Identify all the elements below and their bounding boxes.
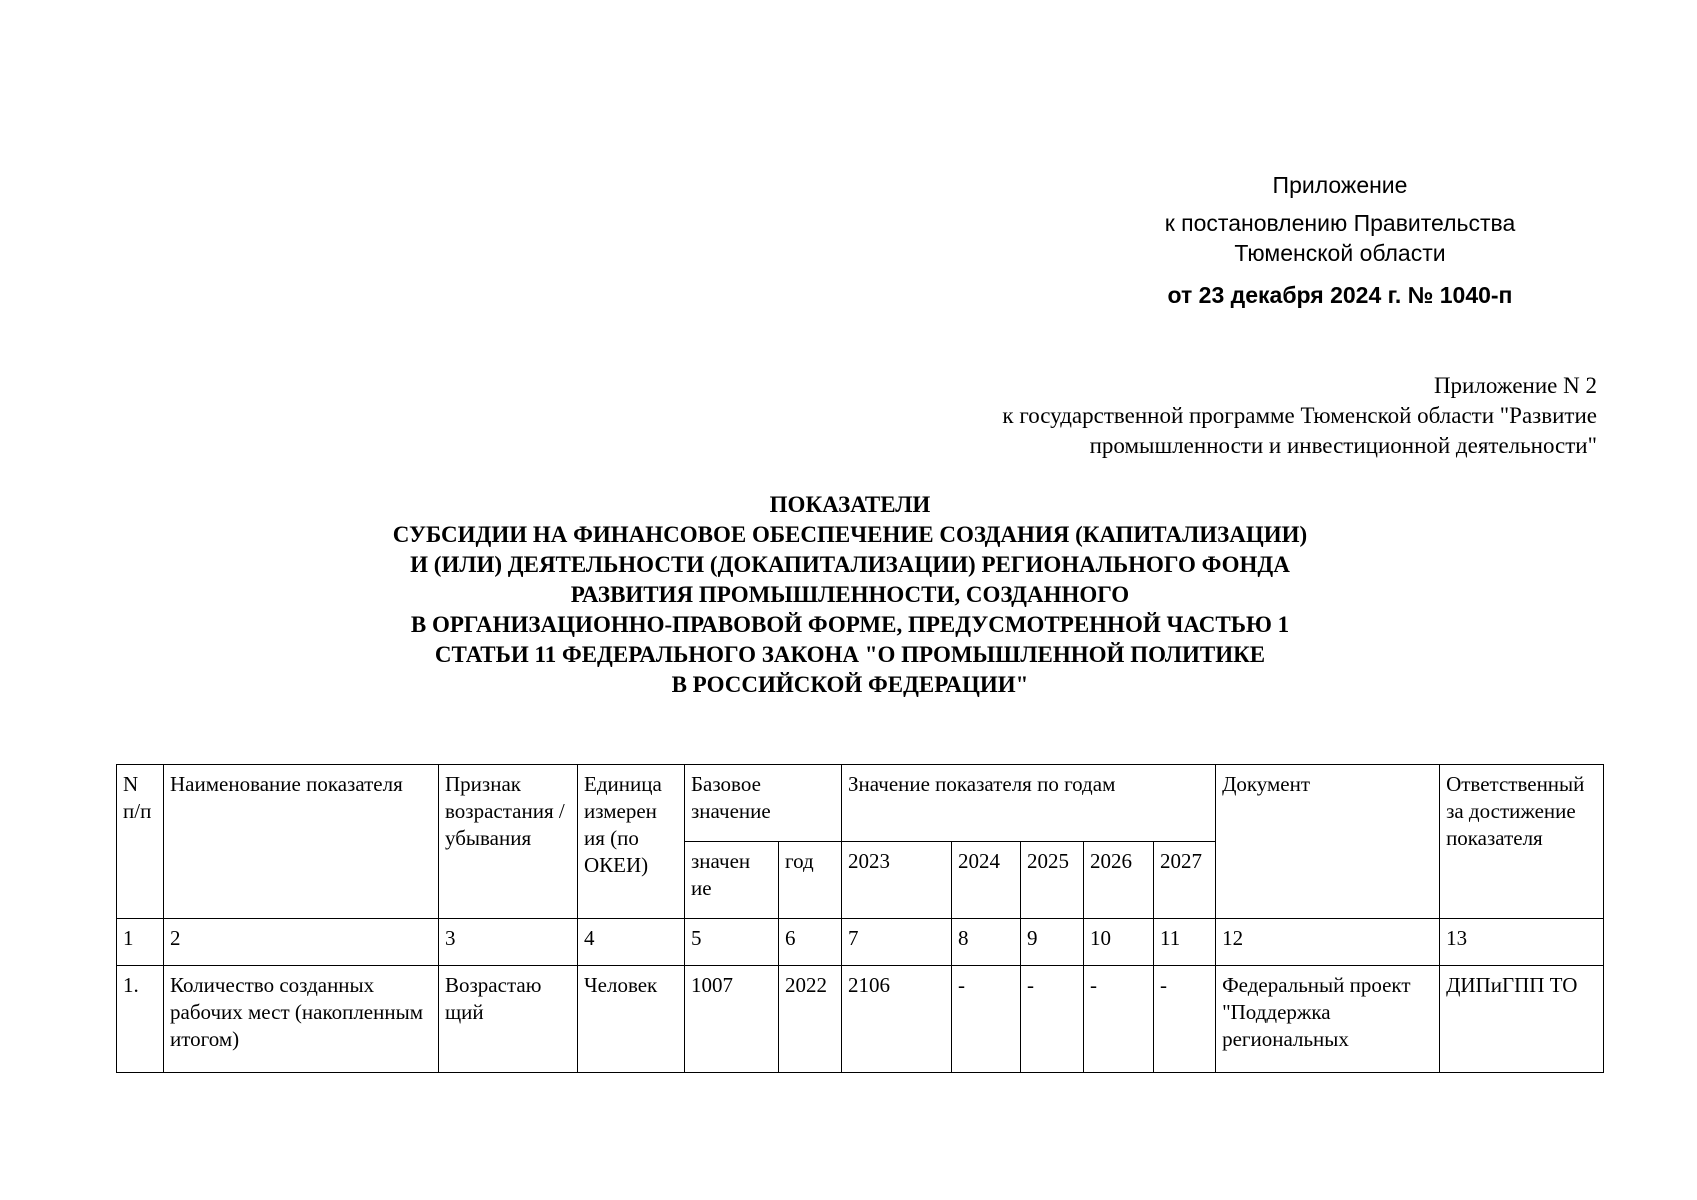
header-trend: Признак возрастания / убывания (439, 765, 578, 919)
cell-year-value: - (1084, 966, 1154, 1073)
title-line: СТАТЬИ 11 ФЕДЕРАЛЬНОГО ЗАКОНА "О ПРОМЫШЛЕННОЙ ПОЛИТИКЕ (434, 642, 1266, 667)
header-responsible: Ответственный за достижение показателя (1440, 765, 1604, 919)
document-title (260, 490, 1440, 700)
program-appendix-reference (837, 371, 1597, 461)
cell-responsible: ДИПиГПП ТО (1440, 966, 1604, 1073)
title-line: В РОССИЙСКОЙ ФЕДЕРАЦИИ" (671, 672, 1029, 697)
header-year: 2023 (842, 842, 952, 919)
header-year: 2024 (952, 842, 1021, 919)
column-number: 3 (439, 919, 578, 966)
cell-unit: Человек (578, 966, 685, 1073)
header-year: 2027 (1154, 842, 1216, 919)
decree-appendix-title: Приложение (1272, 172, 1408, 198)
title-line: И (ИЛИ) ДЕЯТЕЛЬНОСТИ (ДОКАПИТАЛИЗАЦИИ) РЕГИОНАЛЬНОГО ФОНДА (410, 552, 1290, 577)
cell-document: Федеральный проект "Поддержка региональных (1216, 966, 1440, 1073)
cell-year-value: 2106 (842, 966, 952, 1073)
cell-num: 1. (117, 966, 164, 1073)
indicators-table (116, 764, 1604, 1073)
cell-year-value: - (1021, 966, 1084, 1073)
column-numbers-row (117, 919, 1604, 966)
title-line: В ОРГАНИЗАЦИОННО-ПРАВОВОЙ ФОРМЕ, ПРЕДУСМОТРЕННОЙ ЧАСТЬЮ 1 (410, 612, 1290, 637)
column-number: 9 (1021, 919, 1084, 966)
column-number: 4 (578, 919, 685, 966)
column-number: 2 (164, 919, 439, 966)
header-base-value: значен ие (685, 842, 779, 919)
column-number: 11 (1154, 919, 1216, 966)
header-num: N п/п (117, 765, 164, 919)
cell-year-value: - (952, 966, 1021, 1073)
cell-base-value: 1007 (685, 966, 779, 1073)
header-base-year: год (779, 842, 842, 919)
title-line: РАЗВИТИЯ ПРОМЫШЛЕННОСТИ, СОЗДАННОГО (570, 582, 1130, 607)
cell-base-year: 2022 (779, 966, 842, 1073)
appendix-line-2: к государственной программе Тюменской области "Развитие (1002, 403, 1597, 428)
column-number: 6 (779, 919, 842, 966)
column-number: 10 (1084, 919, 1154, 966)
appendix-line-3: промышленности и инвестиционной деятельности" (1089, 433, 1597, 458)
header-year: 2026 (1084, 842, 1154, 919)
header-name: Наименование показателя (164, 765, 439, 919)
header-document: Документ (1216, 765, 1440, 919)
cell-trend: Возрастаю щий (439, 966, 578, 1073)
column-number: 7 (842, 919, 952, 966)
cell-name: Количество созданных рабочих мест (накопленным итогом) (164, 966, 439, 1073)
column-number: 1 (117, 919, 164, 966)
header-year: 2025 (1021, 842, 1084, 919)
table-header-row (117, 765, 1604, 842)
table-row (117, 966, 1604, 1073)
cell-year-value: - (1154, 966, 1216, 1073)
header-unit: Единица измерен ия (по ОКЕИ) (578, 765, 685, 919)
column-number: 12 (1216, 919, 1440, 966)
header-base: Базовое значение (685, 765, 842, 842)
decree-line-2: Тюменской области (1234, 240, 1446, 266)
title-line: ПОКАЗАТЕЛИ (769, 492, 931, 517)
appendix-line-1: Приложение N 2 (1433, 373, 1597, 398)
decree-line-1: к постановлению Правительства (1164, 210, 1516, 236)
column-number: 5 (685, 919, 779, 966)
decree-date: от 23 декабря 2024 г. № 1040-п (1167, 282, 1513, 308)
decree-reference (1080, 170, 1600, 310)
header-years-group: Значение показателя по годам (842, 765, 1216, 842)
column-number: 13 (1440, 919, 1604, 966)
column-number: 8 (952, 919, 1021, 966)
title-line: СУБСИДИИ НА ФИНАНСОВОЕ ОБЕСПЕЧЕНИЕ СОЗДАНИЯ (КАПИТАЛИЗАЦИИ) (392, 522, 1308, 547)
